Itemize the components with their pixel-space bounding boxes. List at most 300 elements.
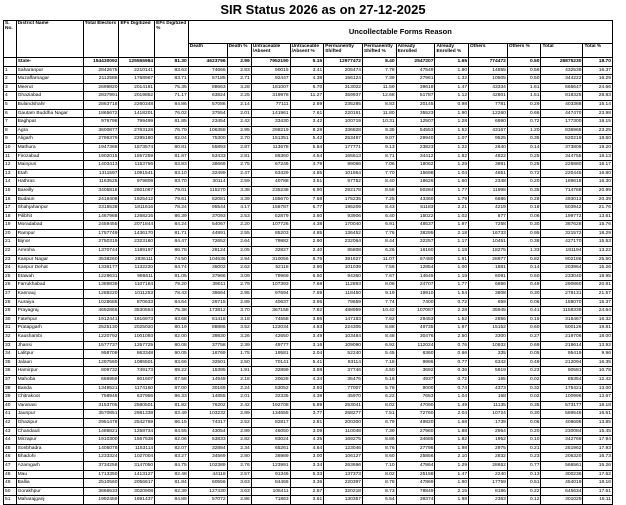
table-row bbox=[4, 83, 613, 92]
table-cell: 17 bbox=[4, 204, 17, 213]
table-cell: 12260 bbox=[469, 109, 508, 118]
table-cell: 235285 bbox=[324, 100, 363, 109]
table-cell: 101039 bbox=[324, 264, 363, 273]
table-cell: 403388 bbox=[541, 100, 583, 109]
table-cell: 84.74 bbox=[155, 264, 189, 273]
sir-status-table bbox=[3, 20, 613, 505]
table-cell: 4.83 bbox=[290, 324, 324, 333]
table-cell: 2.18 bbox=[435, 229, 469, 238]
table-cell: 5919 bbox=[469, 367, 508, 376]
table-cell: 1.52 bbox=[435, 126, 469, 135]
table-cell: 15022 bbox=[396, 212, 435, 221]
table-cell: 2.01 bbox=[227, 393, 251, 402]
table-cell: 3153705 bbox=[83, 401, 119, 410]
table-cell: 3.00 bbox=[290, 453, 324, 462]
table-cell: 75.35 bbox=[155, 83, 189, 92]
table-cell: 986611 bbox=[119, 272, 155, 281]
table-cell: 16160 bbox=[396, 247, 435, 256]
table-cell: 0.72 bbox=[435, 298, 469, 307]
table-cell: 82.39 bbox=[155, 487, 189, 496]
table-cell: 37 bbox=[4, 375, 17, 384]
table-cell: 80.81 bbox=[155, 143, 189, 152]
table-cell: 3.90 bbox=[290, 264, 324, 273]
table-cell: 53052 bbox=[251, 384, 290, 393]
table-cell: 181194 bbox=[541, 247, 583, 256]
table-cell: 2580501 bbox=[119, 401, 155, 410]
table-cell: 1.77 bbox=[435, 281, 469, 290]
table-cell: 2.25 bbox=[227, 92, 251, 101]
table-cell: 84.89 bbox=[155, 496, 189, 505]
table-cell: 488959 bbox=[324, 307, 363, 316]
table-cell: 1.29 bbox=[435, 161, 469, 170]
table-cell: 16 bbox=[4, 195, 17, 204]
table-cell: 1413127 bbox=[119, 470, 155, 479]
table-cell: 1739 bbox=[469, 418, 508, 427]
table-cell: 1.60 bbox=[435, 178, 469, 187]
table-row bbox=[4, 118, 613, 127]
table-cell: 2112586 bbox=[83, 75, 119, 84]
table-cell: 3020908 bbox=[119, 487, 155, 496]
table-cell: 18062 bbox=[396, 161, 435, 170]
table-row bbox=[4, 152, 613, 161]
table-cell: 0.77 bbox=[435, 358, 469, 367]
district-name: Mahoba bbox=[16, 375, 83, 384]
table-cell: 106358 bbox=[188, 126, 227, 135]
table-cell: 18.16 bbox=[583, 479, 613, 488]
table-cell: 9525 bbox=[469, 135, 508, 144]
table-cell: 8.86 bbox=[363, 436, 397, 445]
table-cell: 10724 bbox=[469, 410, 508, 419]
table-cell: 7653 bbox=[396, 393, 435, 402]
table-cell: 49777 bbox=[251, 341, 290, 350]
table-cell: 219614 bbox=[541, 341, 583, 350]
table-cell: 13.61 bbox=[583, 212, 613, 221]
table-cell: 2.34 bbox=[227, 444, 251, 453]
table-cell: 503942 bbox=[541, 204, 583, 213]
table-cell: 84.47 bbox=[155, 238, 189, 247]
table-cell: 123991 bbox=[251, 461, 290, 470]
table-cell: 14 bbox=[4, 178, 17, 187]
table-cell: 7 bbox=[4, 118, 17, 127]
table-cell: 15.53 bbox=[583, 238, 613, 247]
table-cell: 11.27 bbox=[290, 92, 324, 101]
table-cell: 2.81 bbox=[290, 418, 324, 427]
table-cell: 1.02 bbox=[435, 212, 469, 221]
table-cell: 16.35 bbox=[583, 358, 613, 367]
table-cell: 0.35 bbox=[507, 401, 541, 410]
table-cell: 3734258 bbox=[83, 461, 119, 470]
table-cell: 15395 bbox=[188, 367, 227, 376]
table-cell: 220445 bbox=[541, 169, 583, 178]
table-cell: 226880 bbox=[541, 161, 583, 170]
table-cell: 0.23 bbox=[507, 453, 541, 462]
table-cell: 2.52 bbox=[227, 418, 251, 427]
table-cell: 47549 bbox=[396, 66, 435, 75]
table-cell: 175421 bbox=[541, 384, 583, 393]
table-cell: 9.35 bbox=[363, 126, 397, 135]
table-cell: 0.51 bbox=[507, 479, 541, 488]
table-cell: 1233324 bbox=[83, 453, 119, 462]
table-cell: 34569 bbox=[188, 453, 227, 462]
table-cell: 35476 bbox=[324, 375, 363, 384]
table-cell: 1.88 bbox=[435, 427, 469, 436]
district-name: Bareilly bbox=[16, 186, 83, 195]
table-cell: 141961 bbox=[251, 109, 290, 118]
table-cell: 61418 bbox=[188, 315, 227, 324]
table-cell: 83.27 bbox=[155, 453, 189, 462]
table-cell: 0.49 bbox=[507, 358, 541, 367]
table-cell: 76.79 bbox=[155, 126, 189, 135]
district-name: Ghazipur bbox=[16, 418, 83, 427]
table-cell: 1163525 bbox=[83, 178, 119, 187]
table-cell: 0.25 bbox=[507, 152, 541, 161]
table-cell: 1085501 bbox=[119, 358, 155, 367]
table-cell: 0.20 bbox=[507, 178, 541, 187]
table-cell: 83.70 bbox=[155, 178, 189, 187]
table-cell: 1370744 bbox=[83, 247, 119, 256]
table-cell: 12854 bbox=[396, 264, 435, 273]
table-cell: 0.14 bbox=[507, 264, 541, 273]
table-cell: 38 bbox=[4, 384, 17, 393]
table-cell: 42650 bbox=[251, 333, 290, 342]
table-row bbox=[4, 307, 613, 316]
table-cell: 2025020 bbox=[119, 324, 155, 333]
table-cell: 7.61 bbox=[290, 109, 324, 118]
table-cell: 0.28 bbox=[507, 161, 541, 170]
table-cell: 29453 bbox=[396, 315, 435, 324]
table-cell: 601607 bbox=[119, 375, 155, 384]
table-cell: 5.42 bbox=[290, 135, 324, 144]
table-cell: 4.38 bbox=[290, 75, 324, 84]
table-cell: 342769 bbox=[541, 436, 583, 445]
table-cell: 7.56 bbox=[363, 264, 397, 273]
district-name: Banda bbox=[16, 384, 83, 393]
table-row bbox=[4, 204, 613, 213]
table-cell: 23454 bbox=[188, 118, 227, 127]
table-cell: 2954 bbox=[469, 427, 508, 436]
table-cell: 2.94 bbox=[227, 255, 251, 264]
table-cell: 5.78 bbox=[363, 384, 397, 393]
table-cell: 82.07 bbox=[155, 444, 189, 453]
table-cell: 1.79 bbox=[435, 195, 469, 204]
table-cell: 11 bbox=[4, 152, 17, 161]
table-cell: 3300 bbox=[469, 333, 508, 342]
table-cell: 40 bbox=[4, 401, 17, 410]
table-cell: 1.68 bbox=[435, 418, 469, 427]
table-cell: 40637 bbox=[251, 298, 290, 307]
table-cell: 8.28 bbox=[290, 126, 324, 135]
table-cell: 863348 bbox=[119, 350, 155, 359]
table-cell: 9.96 bbox=[583, 350, 613, 359]
table-cell: 15.37 bbox=[583, 298, 613, 307]
table-cell: 1.97 bbox=[435, 221, 469, 230]
table-cell: 0.35 bbox=[507, 135, 541, 144]
table-cell: 83.68 bbox=[155, 315, 189, 324]
table-cell: 6342 bbox=[469, 358, 508, 367]
table-cell: 20 bbox=[4, 229, 17, 238]
table-cell: 7.39 bbox=[363, 427, 397, 436]
table-cell: 154430092 bbox=[83, 58, 119, 67]
table-cell: 6091 bbox=[469, 272, 508, 281]
table-cell: 8.88 bbox=[363, 324, 397, 333]
table-cell: 18.13 bbox=[583, 152, 613, 161]
table-cell: 107726 bbox=[251, 221, 290, 230]
table-cell: 3666533 bbox=[83, 487, 119, 496]
table-cell: 1811616 bbox=[119, 204, 155, 213]
table-cell: 1132220 bbox=[119, 264, 155, 273]
table-cell: 1153114 bbox=[119, 444, 155, 453]
table-cell: 39374 bbox=[396, 496, 435, 505]
table-cell: 1158339 bbox=[541, 307, 583, 316]
table-cell: 151351 bbox=[251, 135, 290, 144]
table-cell: 253497 bbox=[324, 135, 363, 144]
table-cell: 493013 bbox=[541, 195, 583, 204]
table-cell: 0.28 bbox=[507, 195, 541, 204]
table-cell: 55893 bbox=[188, 143, 227, 152]
table-cell: 3147050 bbox=[119, 461, 155, 470]
table-cell: 39618 bbox=[396, 83, 435, 92]
table-cell: 344222 bbox=[541, 75, 583, 84]
table-cell: 8.44 bbox=[363, 238, 397, 247]
table-cell: 432539 bbox=[541, 66, 583, 75]
table-cell: 35 bbox=[4, 358, 17, 367]
district-name: Bulandshahr bbox=[16, 100, 83, 109]
table-cell: 49735 bbox=[396, 324, 435, 333]
district-name: Bhadohi bbox=[16, 453, 83, 462]
table-cell: 27796 bbox=[396, 444, 435, 453]
table-cell: 1757749 bbox=[83, 229, 119, 238]
table-cell: 1418201 bbox=[119, 109, 155, 118]
table-cell: 18.60 bbox=[583, 135, 613, 144]
table-cell: 1.82 bbox=[435, 436, 469, 445]
table-cell: 1.19 bbox=[435, 272, 469, 281]
table-cell: 10932 bbox=[469, 341, 508, 350]
table-cell: 21.57 bbox=[583, 290, 613, 299]
table-cell: 2.95 bbox=[227, 290, 251, 299]
table-cell: 84.86 bbox=[155, 100, 189, 109]
table-row bbox=[4, 350, 613, 359]
table-cell: 2510560 bbox=[83, 479, 119, 488]
district-name: Hamirpur bbox=[16, 367, 83, 376]
table-cell: 0.69 bbox=[507, 341, 541, 350]
table-cell: 2951478 bbox=[83, 418, 119, 427]
table-cell: 4623796 bbox=[188, 58, 227, 67]
district-name: Ballia bbox=[16, 479, 83, 488]
table-cell: 43334 bbox=[469, 83, 508, 92]
table-row bbox=[4, 195, 613, 204]
table-cell: 8.43 bbox=[363, 204, 397, 213]
table-cell: 24 bbox=[4, 264, 17, 273]
table-cell: 168 bbox=[469, 393, 508, 402]
table-cell: 30 bbox=[4, 315, 17, 324]
table-cell: 1.91 bbox=[435, 255, 469, 264]
table-cell: 2.76 bbox=[227, 461, 251, 470]
table-cell: 7.82 bbox=[290, 307, 324, 316]
table-cell: 0.13 bbox=[507, 470, 541, 479]
header-death-pct: Death % bbox=[227, 44, 251, 58]
table-cell: 2.50 bbox=[435, 333, 469, 342]
table-cell: 3.28 bbox=[227, 83, 251, 92]
table-cell: 2.20 bbox=[227, 221, 251, 230]
district-name: Kanpur Nagar bbox=[16, 255, 83, 264]
district-name: Chandauli bbox=[16, 427, 83, 436]
table-cell: 4.85 bbox=[290, 169, 324, 178]
table-cell: 6.54 bbox=[363, 496, 397, 505]
table-cell: 8.83 bbox=[363, 100, 397, 109]
district-name: Meerut bbox=[16, 83, 83, 92]
table-row bbox=[4, 453, 613, 462]
table-cell: 199772 bbox=[541, 212, 583, 221]
header-death: Death bbox=[188, 44, 227, 58]
table-cell: 5.15 bbox=[290, 58, 324, 67]
table-cell: 7400 bbox=[396, 298, 435, 307]
header-perm-shifted-pct: Permanently Shifted % bbox=[363, 44, 397, 58]
table-cell: 2.10 bbox=[435, 453, 469, 462]
table-cell: 373805 bbox=[541, 143, 583, 152]
table-cell: 253041 bbox=[324, 401, 363, 410]
table-cell: 16.32 bbox=[583, 315, 613, 324]
district-name: Moradabad bbox=[16, 221, 83, 230]
table-cell: 90.05 bbox=[155, 350, 189, 359]
table-cell: 18.15 bbox=[583, 118, 613, 127]
table-row bbox=[4, 186, 613, 195]
table-cell: 74558 bbox=[251, 315, 290, 324]
table-cell: 877 bbox=[469, 212, 508, 221]
table-cell: 224305 bbox=[324, 324, 363, 333]
table-cell: 28977 bbox=[469, 255, 508, 264]
table-cell: 60556 bbox=[188, 479, 227, 488]
table-cell: 7.76 bbox=[363, 229, 397, 238]
table-cell: 665647 bbox=[541, 83, 583, 92]
table-row bbox=[4, 393, 613, 402]
table-cell: 0.72 bbox=[435, 375, 469, 384]
table-cell: 1028685 bbox=[83, 298, 119, 307]
table-cell: 185670 bbox=[251, 195, 290, 204]
table-cell: 836965 bbox=[541, 126, 583, 135]
table-cell: 1.77 bbox=[435, 186, 469, 195]
table-cell: 37093 bbox=[188, 212, 227, 221]
table-cell: 28.83 bbox=[583, 92, 613, 101]
table-cell: 16.30 bbox=[583, 178, 613, 187]
table-cell: 359937 bbox=[324, 92, 363, 101]
table-cell: 268277 bbox=[324, 410, 363, 419]
table-cell: 1467988 bbox=[83, 212, 119, 221]
table-cell: 3.60 bbox=[290, 212, 324, 221]
table-cell: 94360 bbox=[324, 272, 363, 281]
table-cell: 136452 bbox=[324, 229, 363, 238]
table-cell: 83024 bbox=[251, 436, 290, 445]
table-cell: 71863 bbox=[251, 496, 290, 505]
table-cell: 82.06 bbox=[155, 436, 189, 445]
table-cell: 67246 bbox=[251, 161, 290, 170]
table-cell: 2763128 bbox=[119, 126, 155, 135]
table-cell: 1.17 bbox=[435, 238, 469, 247]
table-cell: 95544 bbox=[188, 204, 227, 213]
table-cell: 7781 bbox=[469, 100, 508, 109]
table-cell: 0.27 bbox=[507, 333, 541, 342]
table-cell: 3.88 bbox=[290, 367, 324, 376]
table-row bbox=[4, 410, 613, 419]
table-cell: 65261 bbox=[251, 444, 290, 453]
table-cell: 112893 bbox=[324, 281, 363, 290]
table-cell: 28875230 bbox=[541, 58, 583, 67]
table-cell: 18275 bbox=[469, 247, 508, 256]
district-name: Pratapgarh bbox=[16, 324, 83, 333]
district-name: Chitrakoot bbox=[16, 393, 83, 402]
table-row bbox=[4, 461, 613, 470]
table-cell: 24.66 bbox=[583, 83, 613, 92]
table-row bbox=[4, 479, 613, 488]
table-cell: 48537 bbox=[396, 221, 435, 230]
table-cell: 81.87 bbox=[155, 152, 189, 161]
table-cell: 6.70 bbox=[290, 83, 324, 92]
table-cell: 17.52 bbox=[583, 470, 613, 479]
table-cell: 2640 bbox=[469, 143, 508, 152]
table-cell: 169275 bbox=[324, 436, 363, 445]
table-cell: 76202 bbox=[188, 401, 227, 410]
table-cell: 212094 bbox=[541, 358, 583, 367]
table-row bbox=[4, 238, 613, 247]
table-cell: 1405078 bbox=[83, 444, 119, 453]
district-name: Etawah bbox=[16, 272, 83, 281]
table-cell: 4.38 bbox=[290, 393, 324, 402]
table-cell: 3570851 bbox=[83, 410, 119, 419]
table-cell: 1268216 bbox=[119, 212, 155, 221]
table-cell: 47869 bbox=[396, 479, 435, 488]
table-cell: 1001093 bbox=[119, 333, 155, 342]
table-row bbox=[4, 281, 613, 290]
table-cell: 2.50 bbox=[227, 358, 251, 367]
table-cell: 1.82 bbox=[435, 152, 469, 161]
table-cell: 6.22 bbox=[363, 393, 397, 402]
table-cell: 10.42 bbox=[363, 307, 397, 316]
table-cell: 1297560 bbox=[83, 358, 119, 367]
table-cell: 1.54 bbox=[435, 290, 469, 299]
table-cell: 20.39 bbox=[583, 195, 613, 204]
table-cell: 2.05 bbox=[227, 247, 251, 256]
table-cell: 83.71 bbox=[155, 75, 189, 84]
table-cell: 6.40 bbox=[363, 212, 397, 221]
table-cell: 2295180 bbox=[119, 135, 155, 144]
table-cell: 220161 bbox=[324, 109, 363, 118]
table-cell: 16733 bbox=[469, 229, 508, 238]
table-cell: 4.17 bbox=[227, 204, 251, 213]
table-cell: 1027004 bbox=[119, 453, 155, 462]
table-cell: 29715 bbox=[188, 298, 227, 307]
district-name: Farrukhabad bbox=[16, 281, 83, 290]
page-title: SIR Status 2026 as on 27-12-2025 bbox=[220, 2, 426, 17]
table-cell: 200300 bbox=[324, 418, 363, 427]
table-cell: 3692 bbox=[396, 367, 435, 376]
table-cell: 2348 bbox=[469, 178, 508, 187]
table-cell: 8.76 bbox=[290, 255, 324, 264]
table-cell: 90015 bbox=[251, 66, 290, 75]
table-cell: 589546 bbox=[541, 410, 583, 419]
table-cell: 16.51 bbox=[583, 410, 613, 419]
table-row bbox=[4, 75, 613, 84]
table-cell: 130357 bbox=[324, 496, 363, 505]
table-cell: 84.24 bbox=[155, 221, 189, 230]
table-cell: 52240 bbox=[324, 350, 363, 359]
state-label: State- bbox=[16, 58, 83, 67]
table-cell: 2260348 bbox=[119, 100, 155, 109]
table-cell: 83.83 bbox=[155, 161, 189, 170]
district-name: Rampur bbox=[16, 229, 83, 238]
table-cell: 79.01 bbox=[155, 186, 189, 195]
table-cell: 36 bbox=[4, 367, 17, 376]
district-name: Maharajganj bbox=[16, 496, 83, 505]
table-cell: 1349521 bbox=[83, 384, 119, 393]
